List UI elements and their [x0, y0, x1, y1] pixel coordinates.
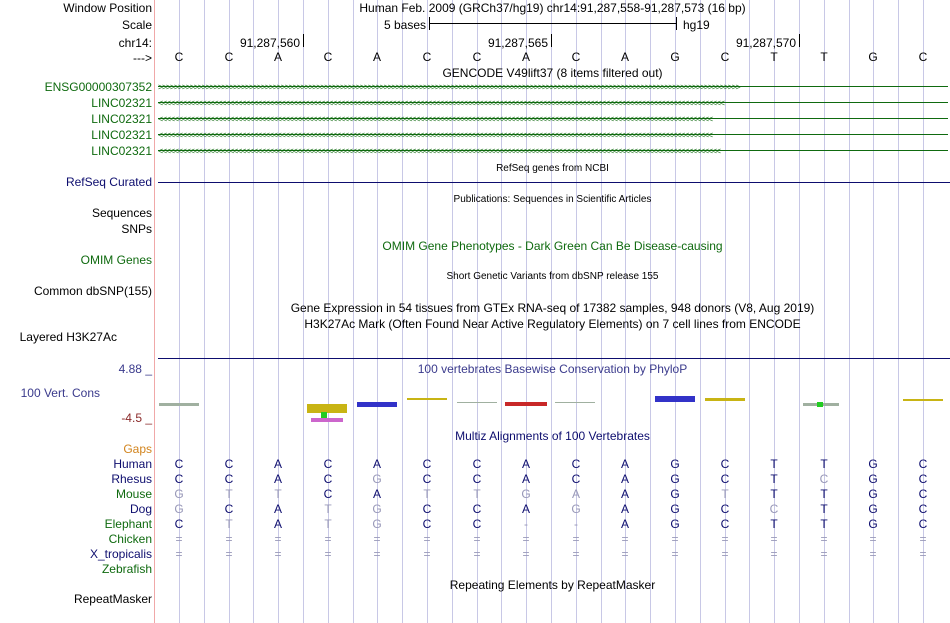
human-base: A [521, 457, 530, 471]
chicken-base: = [225, 532, 233, 546]
chicken-base: = [671, 532, 679, 546]
rhesus-base: C [224, 472, 234, 486]
elephant-base: G [868, 517, 878, 531]
label-rhesus[interactable]: Rhesus [111, 472, 152, 486]
omim-track-title[interactable]: OMIM Gene Phenotypes - Dark Green Can Be Disease-causing [382, 239, 723, 253]
strand-chevrons-reverse: <<<<<<<<<<<<<<<<<<<<<<<<<<<<<<<<<<<<<<<<<<<<<<<<<<<<<<<<<<<<<<<<<<<<<<<<<<<<<<<<<<<<<<<<<<<<<<<<<<<<<<<<<<<<<<<<<<<<<<<<<<<<<<<<<<<<<<<<<<<< [158, 114, 712, 124]
dog-base: G [372, 502, 382, 516]
phylop-mark [705, 398, 745, 401]
xtropicalis-base: = [274, 547, 282, 561]
label-gene-linc-2[interactable]: LINC02321 [91, 112, 152, 126]
scale-bar-right-tick [676, 17, 677, 30]
elephant-base: A [273, 517, 282, 531]
dog-base: A [273, 502, 282, 516]
dog-base: A [620, 502, 629, 516]
refseq-track-title[interactable]: RefSeq genes from NCBI [496, 163, 609, 174]
mouse-base: T [820, 487, 828, 501]
human-base: G [670, 457, 680, 471]
chicken-base: = [324, 532, 332, 546]
mouse-base: T [423, 487, 431, 501]
phylop-mark [311, 418, 343, 422]
xtropicalis-base: = [423, 547, 431, 561]
ref-base: C [472, 50, 482, 64]
gencode-track-title[interactable]: GENCODE V49lift37 (8 items filtered out) [442, 66, 663, 80]
chicken-base: = [621, 532, 629, 546]
gene-track-linc02321[interactable] [158, 114, 948, 124]
elephant-base: C [720, 517, 730, 531]
label-gene-ensg[interactable]: ENSG00000307352 [44, 80, 152, 94]
elephant-base: C [918, 517, 928, 531]
ref-base: G [868, 50, 878, 64]
label-chr: chr14: [118, 36, 152, 50]
rhesus-base: C [571, 472, 581, 486]
rhesus-base: G [372, 472, 382, 486]
ref-base: C [918, 50, 928, 64]
ref-base: A [273, 50, 282, 64]
rhesus-base: C [918, 472, 928, 486]
label-strand-arrow: ---> [133, 51, 152, 65]
mouse-base: A [571, 487, 580, 501]
mouse-base: A [372, 487, 381, 501]
coord-tick-3 [799, 34, 800, 47]
gene-track-linc02321[interactable] [158, 98, 948, 108]
publications-track-title[interactable]: Publications: Sequences in Scientific Articles [453, 194, 652, 205]
label-gene-linc-1[interactable]: LINC02321 [91, 96, 152, 110]
rhesus-base: A [620, 472, 629, 486]
strand-chevrons-reverse: <<<<<<<<<<<<<<<<<<<<<<<<<<<<<<<<<<<<<<<<<<<<<<<<<<<<<<<<<<<<<<<<<<<<<<<<<<<<<<<<<<<<<<<<<<<<<<<<<<<<<<<<<<<<<<<<<<<<<<<<<<<<<<<<<<<<<<<<<<<<<< [158, 146, 720, 156]
human-base: A [372, 457, 381, 471]
dog-base: G [670, 502, 680, 516]
label-refseq[interactable]: RefSeq Curated [65, 175, 152, 189]
xtropicalis-base: = [770, 547, 778, 561]
window-position-text: Human Feb. 2009 (GRCh37/hg19) chr14:91,287,558-91,287,573 (16 bp) [359, 1, 746, 15]
gtex-track-title[interactable]: Gene Expression in 54 tissues from GTEx RNA-seq of 17382 samples, 948 donors (V8, Aug 2019) [290, 301, 815, 315]
track-labels-panel [0, 0, 154, 623]
xtropicalis-base: = [373, 547, 381, 561]
h3k27ac-signal-line [158, 358, 950, 359]
strand-chevrons-reverse: <<<<<<<<<<<<<<<<<<<<<<<<<<<<<<<<<<<<<<<<<<<<<<<<<<<<<<<<<<<<<<<<<<<<<<<<<<<<<<<<<<<<<<<<<<<<<<<<<<<<<<<<<<<<<<<<<<<<<<<<<<<<<<<<<<<<<<<<<<<<<<< [158, 98, 724, 108]
phylop-mark [903, 399, 943, 401]
coord-label-2: 91,287,565 [487, 36, 548, 50]
phylop-mark [159, 403, 199, 406]
ref-base: C [720, 50, 730, 64]
mouse-base: T [274, 487, 282, 501]
mouse-base: A [620, 487, 629, 501]
label-h3k27ac[interactable]: Layered H3K27Ac [19, 330, 117, 344]
chicken-base: = [770, 532, 778, 546]
strand-chevrons-reverse: <<<<<<<<<<<<<<<<<<<<<<<<<<<<<<<<<<<<<<<<<<<<<<<<<<<<<<<<<<<<<<<<<<<<<<<<<<<<<<<<<<<<<<<<<<<<<<<<<<<<<<<<<<<<<<<<<<<<<<<<<<<<<<<<<<<<<<<<<<<< [158, 130, 712, 140]
phylop-mark [817, 402, 823, 407]
multiz-track-title[interactable]: Multiz Alignments of 100 Vertebrates [455, 429, 650, 443]
rhesus-base: C [819, 472, 829, 486]
phylop-mark [357, 402, 397, 407]
xtropicalis-base: = [869, 547, 877, 561]
dog-base: C [224, 502, 234, 516]
rhesus-base: C [422, 472, 432, 486]
rhesus-base: C [174, 472, 184, 486]
dog-base: G [868, 502, 878, 516]
chicken-base: = [522, 532, 530, 546]
ref-base: C [422, 50, 432, 64]
chicken-base: = [274, 532, 282, 546]
label-cons-min: -4.5 _ [121, 411, 152, 425]
elephant-base: - [524, 517, 528, 531]
label-cons-max: 4.88 _ [118, 362, 152, 376]
phylop-track-title[interactable]: 100 vertebrates Basewise Conservation by PhyloP [417, 362, 688, 376]
rhesus-base: T [770, 472, 778, 486]
xtropicalis-base: = [820, 547, 828, 561]
ref-base: G [670, 50, 680, 64]
elephant-base: - [574, 517, 578, 531]
ref-base: T [820, 50, 828, 64]
label-snps[interactable]: SNPs [121, 222, 152, 236]
elephant-base: T [225, 517, 233, 531]
mouse-base: T [473, 487, 481, 501]
xtropicalis-base: = [919, 547, 927, 561]
coord-tick-2 [551, 34, 552, 47]
xtropicalis-base: = [671, 547, 679, 561]
chicken-base: = [473, 532, 481, 546]
mouse-base: T [770, 487, 778, 501]
phylop-mark [457, 402, 497, 403]
label-dog[interactable]: Dog [129, 502, 152, 516]
dog-base: A [521, 502, 530, 516]
human-base: C [323, 457, 333, 471]
mouse-base: G [174, 487, 184, 501]
dog-base: C [422, 502, 432, 516]
coord-tick-1 [303, 34, 304, 47]
dog-base: C [472, 502, 482, 516]
strand-chevrons-forward: >>>>>>>>>>>>>>>>>>>>>>>>>>>>>>>>>>>>>>>>>>>>>>>>>>>>>>>>>>>>>>>>>>>>>>>>>>>>>>>>>>>>>>>>>>>>>>>>>>>>>>>>>>>>>>>>>>>>>>>>>>>>>>>>>>>>>>>>>>>>>>>>>>> [158, 82, 740, 92]
chicken-base: = [869, 532, 877, 546]
rhesus-base: G [868, 472, 878, 486]
phylop-mark [505, 402, 547, 406]
ref-base: C [174, 50, 184, 64]
xtropicalis-base: = [324, 547, 332, 561]
chicken-base: = [423, 532, 431, 546]
phylop-mark [655, 396, 695, 402]
xtropicalis-base: = [721, 547, 729, 561]
ref-base: A [620, 50, 629, 64]
xtropicalis-base: = [175, 547, 183, 561]
elephant-base: T [820, 517, 828, 531]
label-xtropicalis[interactable]: X_tropicalis [89, 547, 152, 561]
dog-base: C [720, 502, 730, 516]
dog-base: C [918, 502, 928, 516]
human-base: A [273, 457, 282, 471]
human-base: C [422, 457, 432, 471]
elephant-base: C [174, 517, 184, 531]
mouse-base: C [918, 487, 928, 501]
elephant-base: C [472, 517, 482, 531]
chicken-base: = [820, 532, 828, 546]
label-gene-linc-4[interactable]: LINC02321 [91, 144, 152, 158]
phylop-mark [321, 412, 327, 418]
human-base: G [868, 457, 878, 471]
human-base: A [620, 457, 629, 471]
chicken-base: = [373, 532, 381, 546]
label-sequences[interactable]: Sequences [91, 206, 152, 220]
ref-base: T [770, 50, 778, 64]
chicken-base: = [721, 532, 729, 546]
mouse-base: T [225, 487, 233, 501]
chicken-base: = [175, 532, 183, 546]
elephant-base: T [770, 517, 778, 531]
label-scale: Scale [121, 18, 152, 32]
human-base: T [770, 457, 778, 471]
scale-label: 5 bases [383, 18, 426, 32]
label-repeatmasker[interactable]: RepeatMasker [73, 592, 152, 606]
rhesus-base: G [670, 472, 680, 486]
xtropicalis-base: = [522, 547, 530, 561]
elephant-base: C [422, 517, 432, 531]
rhesus-base: C [472, 472, 482, 486]
dog-base: T [820, 502, 828, 516]
refseq-gene-line[interactable] [158, 182, 950, 183]
coord-label-1: 91,287,560 [239, 36, 300, 50]
phylop-mark [555, 402, 595, 403]
label-zebrafish[interactable]: Zebrafish [101, 562, 152, 576]
label-cons[interactable]: 100 Vert. Cons [20, 386, 100, 400]
browser-track-area[interactable] [155, 0, 950, 623]
label-elephant[interactable]: Elephant [104, 517, 152, 531]
rhesus-base: A [521, 472, 530, 486]
xtropicalis-base: = [473, 547, 481, 561]
elephant-base: G [670, 517, 680, 531]
xtropicalis-base: = [225, 547, 233, 561]
rhesus-base: A [273, 472, 282, 486]
mouse-base: T [721, 487, 729, 501]
phylop-mark [407, 398, 447, 400]
ref-base: A [521, 50, 530, 64]
gene-track-linc02321[interactable] [158, 130, 948, 140]
phylop-mark [307, 404, 347, 413]
elephant-base: T [324, 517, 332, 531]
mouse-base: G [670, 487, 680, 501]
elephant-base: G [372, 517, 382, 531]
mouse-base: G [521, 487, 531, 501]
dog-base: G [174, 502, 184, 516]
coord-label-3: 91,287,570 [735, 36, 796, 50]
label-omim[interactable]: OMIM Genes [80, 253, 152, 267]
human-base: C [720, 457, 730, 471]
label-gaps[interactable]: Gaps [123, 442, 152, 456]
label-chicken[interactable]: Chicken [108, 532, 152, 546]
human-base: C [174, 457, 184, 471]
gene-track-ensg[interactable] [158, 82, 948, 92]
elephant-base: A [620, 517, 629, 531]
ref-base: A [372, 50, 381, 64]
phylop-logo-plot[interactable] [155, 392, 950, 426]
scale-bar [429, 23, 676, 24]
mouse-base: C [323, 487, 333, 501]
xtropicalis-base: = [572, 547, 580, 561]
label-human[interactable]: Human [113, 457, 152, 471]
human-base: C [472, 457, 482, 471]
mouse-base: G [868, 487, 878, 501]
dbsnp-track-title[interactable]: Short Genetic Variants from dbSNP release 155 [446, 271, 659, 282]
human-base: T [820, 457, 828, 471]
rhesus-base: C [720, 472, 730, 486]
human-base: C [224, 457, 234, 471]
label-window-position: Window Position [63, 1, 152, 15]
dog-base: C [769, 502, 779, 516]
chicken-base: = [919, 532, 927, 546]
label-gene-linc-3[interactable]: LINC02321 [91, 128, 152, 142]
dog-base: T [324, 502, 332, 516]
rhesus-base: C [323, 472, 333, 486]
xtropicalis-base: = [621, 547, 629, 561]
chicken-base: = [572, 532, 580, 546]
label-dbsnp[interactable]: Common dbSNP(155) [33, 284, 152, 298]
label-mouse[interactable]: Mouse [115, 487, 152, 501]
ref-base: C [571, 50, 581, 64]
human-base: C [571, 457, 581, 471]
assembly-label: hg19 [683, 18, 710, 32]
dog-base: G [571, 502, 581, 516]
h3k27ac-track-title[interactable]: H3K27Ac Mark (Often Found Near Active Regulatory Elements) on 7 cell lines from ENCODE [304, 317, 801, 331]
ref-base: C [323, 50, 333, 64]
gene-track-linc02321[interactable] [158, 146, 948, 156]
ref-base: C [224, 50, 234, 64]
repeatmasker-track-title[interactable]: Repeating Elements by RepeatMasker [449, 578, 656, 592]
human-base: C [918, 457, 928, 471]
